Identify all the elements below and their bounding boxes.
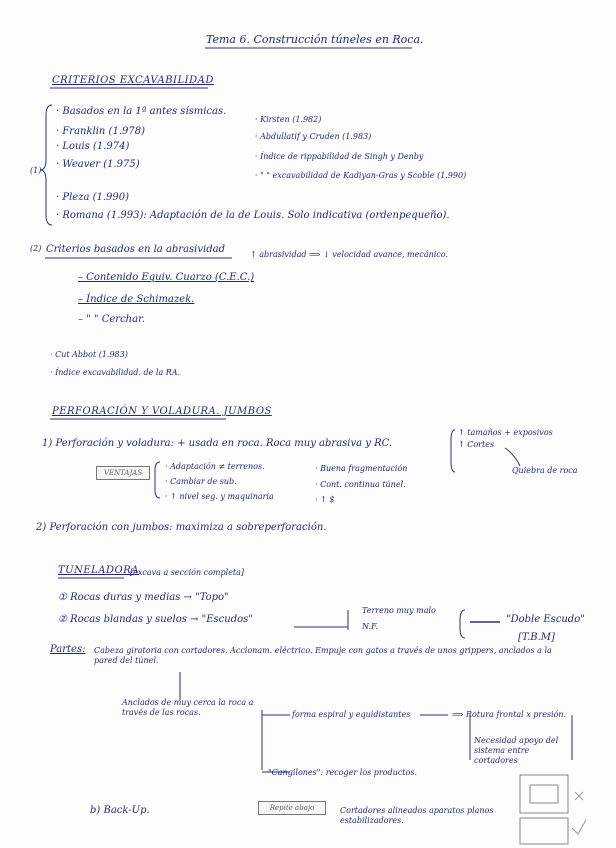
list-item: · Índice de rippabilidad de Singh y Denby [255, 152, 424, 161]
list-item: ② Rocas blandas y suelos → "Escudos" [58, 614, 253, 625]
list-item: · Kirsten (1.982) [255, 115, 322, 124]
backup-label: b) Back-Up. [90, 805, 150, 816]
list-item: · " " excavabilidad de Kadiyan-Gras y Scoble (1.990) [255, 171, 467, 180]
list-item: · Cut Abbot (1.983) [50, 350, 128, 359]
list-item: · Louis (1.974) [56, 141, 130, 152]
tuneladora-note: [excava a sección completa] [130, 568, 245, 577]
list-item: · Abdullatif y Cruden (1.983) [255, 132, 372, 141]
list-item: · Adaptación ≠ terrenos. [165, 462, 265, 471]
page-title: Tema 6. Construcción túneles en Roca. [206, 33, 424, 46]
list-item: · Pleza (1.990) [56, 192, 130, 203]
list-item: · ↑ nivel seg. y maquinaria [165, 492, 274, 501]
perforacion-line-2: 2) Perforación con jumbos: maximiza a sobreperforación. [36, 522, 327, 533]
list-item: ① Rocas duras y medias → "Topo" [58, 592, 229, 603]
list-item: · Romana (1.993): Adaptación de la de Louis. Solo indicativa (ordenpequeño). [56, 210, 450, 221]
ventajas-stamp: VENTAJAS [96, 466, 150, 480]
list-item: – Índice de Schimazek. [78, 294, 195, 305]
partes-note: Anclados de muy cerca la roca a través de las rocas. [122, 698, 254, 717]
partes-label: Partes: [50, 644, 86, 655]
backup-stamp: Repite abajo [258, 801, 326, 815]
side-note: ↑ tamaños + exposivos [458, 428, 553, 437]
branch-top: Terreno muy malo [362, 606, 436, 615]
partes-text: Cabeza giratoria con cortadores. Accionam. eléctrico. Empuje con gatos a través de unos grippers, anclados a la pared del túnel. [94, 646, 552, 665]
abrasividad-note: ↑ abrasividad ⟹ ↓ velocidad avance, mecánico. [250, 250, 448, 259]
result-tag: [T.B.M] [518, 632, 555, 643]
list-item: · Buena fragmentación [315, 464, 408, 473]
section-header-perforacion: PERFORACIÓN Y VOLADURA. JUMBOS [52, 406, 272, 417]
list-item: – " " Cerchar. [78, 314, 145, 325]
canjilones-text: "Cangilones": recoger los productos. [268, 768, 417, 777]
list-item: · Basados en la 1ª antes sísmicas. [56, 106, 227, 117]
marker-2: (2) [30, 244, 42, 253]
section-header-tuneladora: TUNELADORA [58, 565, 139, 576]
forma-text: forma espiral y equidistantes [292, 710, 411, 719]
perforacion-line-1: 1) Perforación y voladura: + usada en roca. Roca muy abrasiva y RC. [42, 438, 393, 449]
backup-note: Cortadores alineados aparatos planos estabilizadores. [340, 806, 494, 825]
forma-result: ⟹ Rotura frontal x presión. [452, 710, 567, 719]
section-header-abrasividad: Criterios basados en la abrasividad [46, 244, 225, 255]
list-item: · Cont. continua túnel. [315, 480, 406, 489]
section-header-criterios: CRITERIOS EXCAVABILIDAD [52, 75, 214, 86]
list-item: · Weaver (1.975) [56, 159, 140, 170]
side-result: Quiebra de roca [512, 466, 578, 475]
list-item: · ↑ $ [315, 495, 335, 504]
necesidad-text: Necesidad apoyo del sistema entre cortadores [474, 736, 559, 765]
result-box: "Doble Escudo" [506, 614, 585, 625]
list-item: · Índice excavabilidad. de la RA. [50, 368, 181, 377]
list-item: · Cambiar de sub. [165, 477, 237, 486]
list-item: · Franklin (1.978) [56, 126, 145, 137]
list-item: – Contenido Equiv. Cuarzo (C.E.C.) [78, 272, 255, 283]
side-note: ↑ Cortes [458, 440, 495, 449]
branch-bot: N.F. [362, 622, 378, 631]
marker-1: (1) [30, 166, 42, 175]
